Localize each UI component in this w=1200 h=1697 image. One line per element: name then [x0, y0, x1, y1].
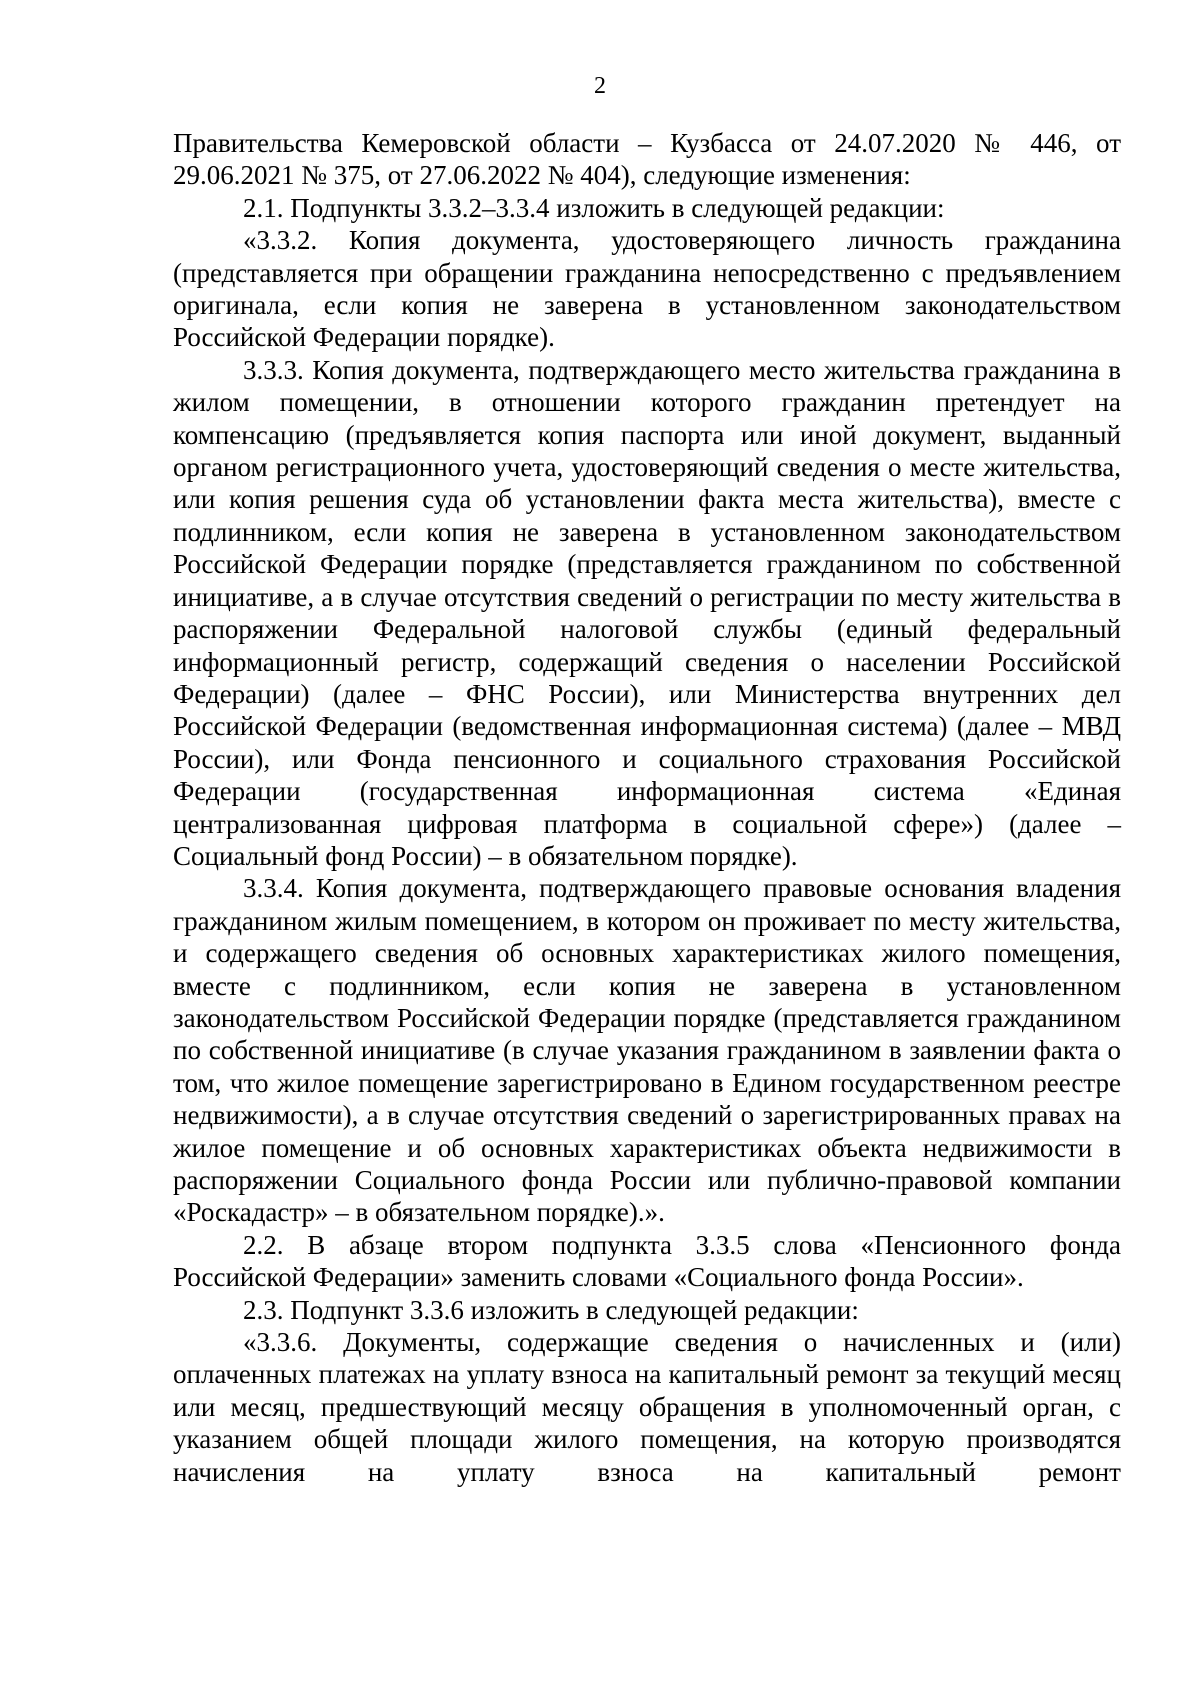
paragraph-3-3-6: «3.3.6. Документы, содержащие сведения о начисленных и (или) оплаченных платежах на уплату взноса на капитальный ремонт за текущий месяц или месяц, предшествующий месяцу обращения в уполномоченный орган, с указанием общей площади жилого помещения, на которую производятся начисления на уплату взноса на капитальный ремонт: [173, 1327, 1121, 1487]
paragraph-2-3: 2.3. Подпункт 3.3.6 изложить в следующей редакции:: [243, 1294, 859, 1325]
paragraph-3-3-2: «3.3.2. Копия документа, удостоверяющего личность гражданина (представляется при обращении гражданина непосредственно с предъявлением оригинала, если копия не заверена в установленном законодательством Российской Федерации порядке).: [173, 225, 1121, 353]
paragraph-intro: Правительства Кемеровской области – Кузбасса от 24.07.2020 № 446, от 29.06.2021 № 375, от 27.06.2022 № 404), следующие изменения:: [173, 128, 1121, 191]
paragraph-3-3-3: 3.3.3. Копия документа, подтверждающего место жительства гражданина в жилом помещении, в отношении которого гражданин претендует на компенсацию (предъявляется копия паспорта или иной документ, выданный органом регистрационного учета, удостоверяющий сведения о месте жительства, или копия решения суда об установлении факта места жительства), вместе с подлинником, если копия не заверена в установленном законодательством Российской Федерации порядке (представляется гражданином по собственной инициативе, а в случае отсутствия сведений о регистрации по месту жительства в распоряжении Федеральной налоговой службы (единый федеральный информационный регистр, содержащий сведения о населении Российской Федерации) (далее – ФНС России), или Министерства внутренних дел Российской Федерации (ведомственная информационная система) (далее – МВД России), или Фонда пенсионного и социального страхования Российской Федерации (государственная информационная система «Единая централизованная цифровая платформа в социальной сфере») (далее – Социальный фонд России) – в обязательном порядке).: [173, 354, 1121, 871]
page-number: 2: [594, 73, 606, 99]
document-body: [173, 127, 1121, 1488]
paragraph-2-2: 2.2. В абзаце втором подпункта 3.3.5 слова «Пенсионного фонда Российской Федерации» заменить словами «Социального фонда России».: [173, 1229, 1121, 1293]
paragraph-2-1: 2.1. Подпункты 3.3.2–3.3.4 изложить в следующей редакции:: [243, 192, 945, 223]
paragraph-3-3-4: 3.3.4. Копия документа, подтверждающего правовые основания владения гражданином жилым помещением, в котором он проживает по месту жительства, и содержащего сведения об основных характеристиках жилого помещения, вместе с подлинником, если копия не заверена в установленном законодательством Российской Федерации порядке (представляется гражданином по собственной инициативе (в случае указания гражданином в заявлении факта о том, что жилое помещение зарегистрировано в Едином государственном реестре недвижимости), а в случае отсутствия сведений о зарегистрированных правах на жилое помещение и об основных характеристиках объекта недвижимости в распоряжении Социального фонда России или публично-правовой компании «Роскадастр» – в обязательном порядке).».: [173, 873, 1121, 1228]
